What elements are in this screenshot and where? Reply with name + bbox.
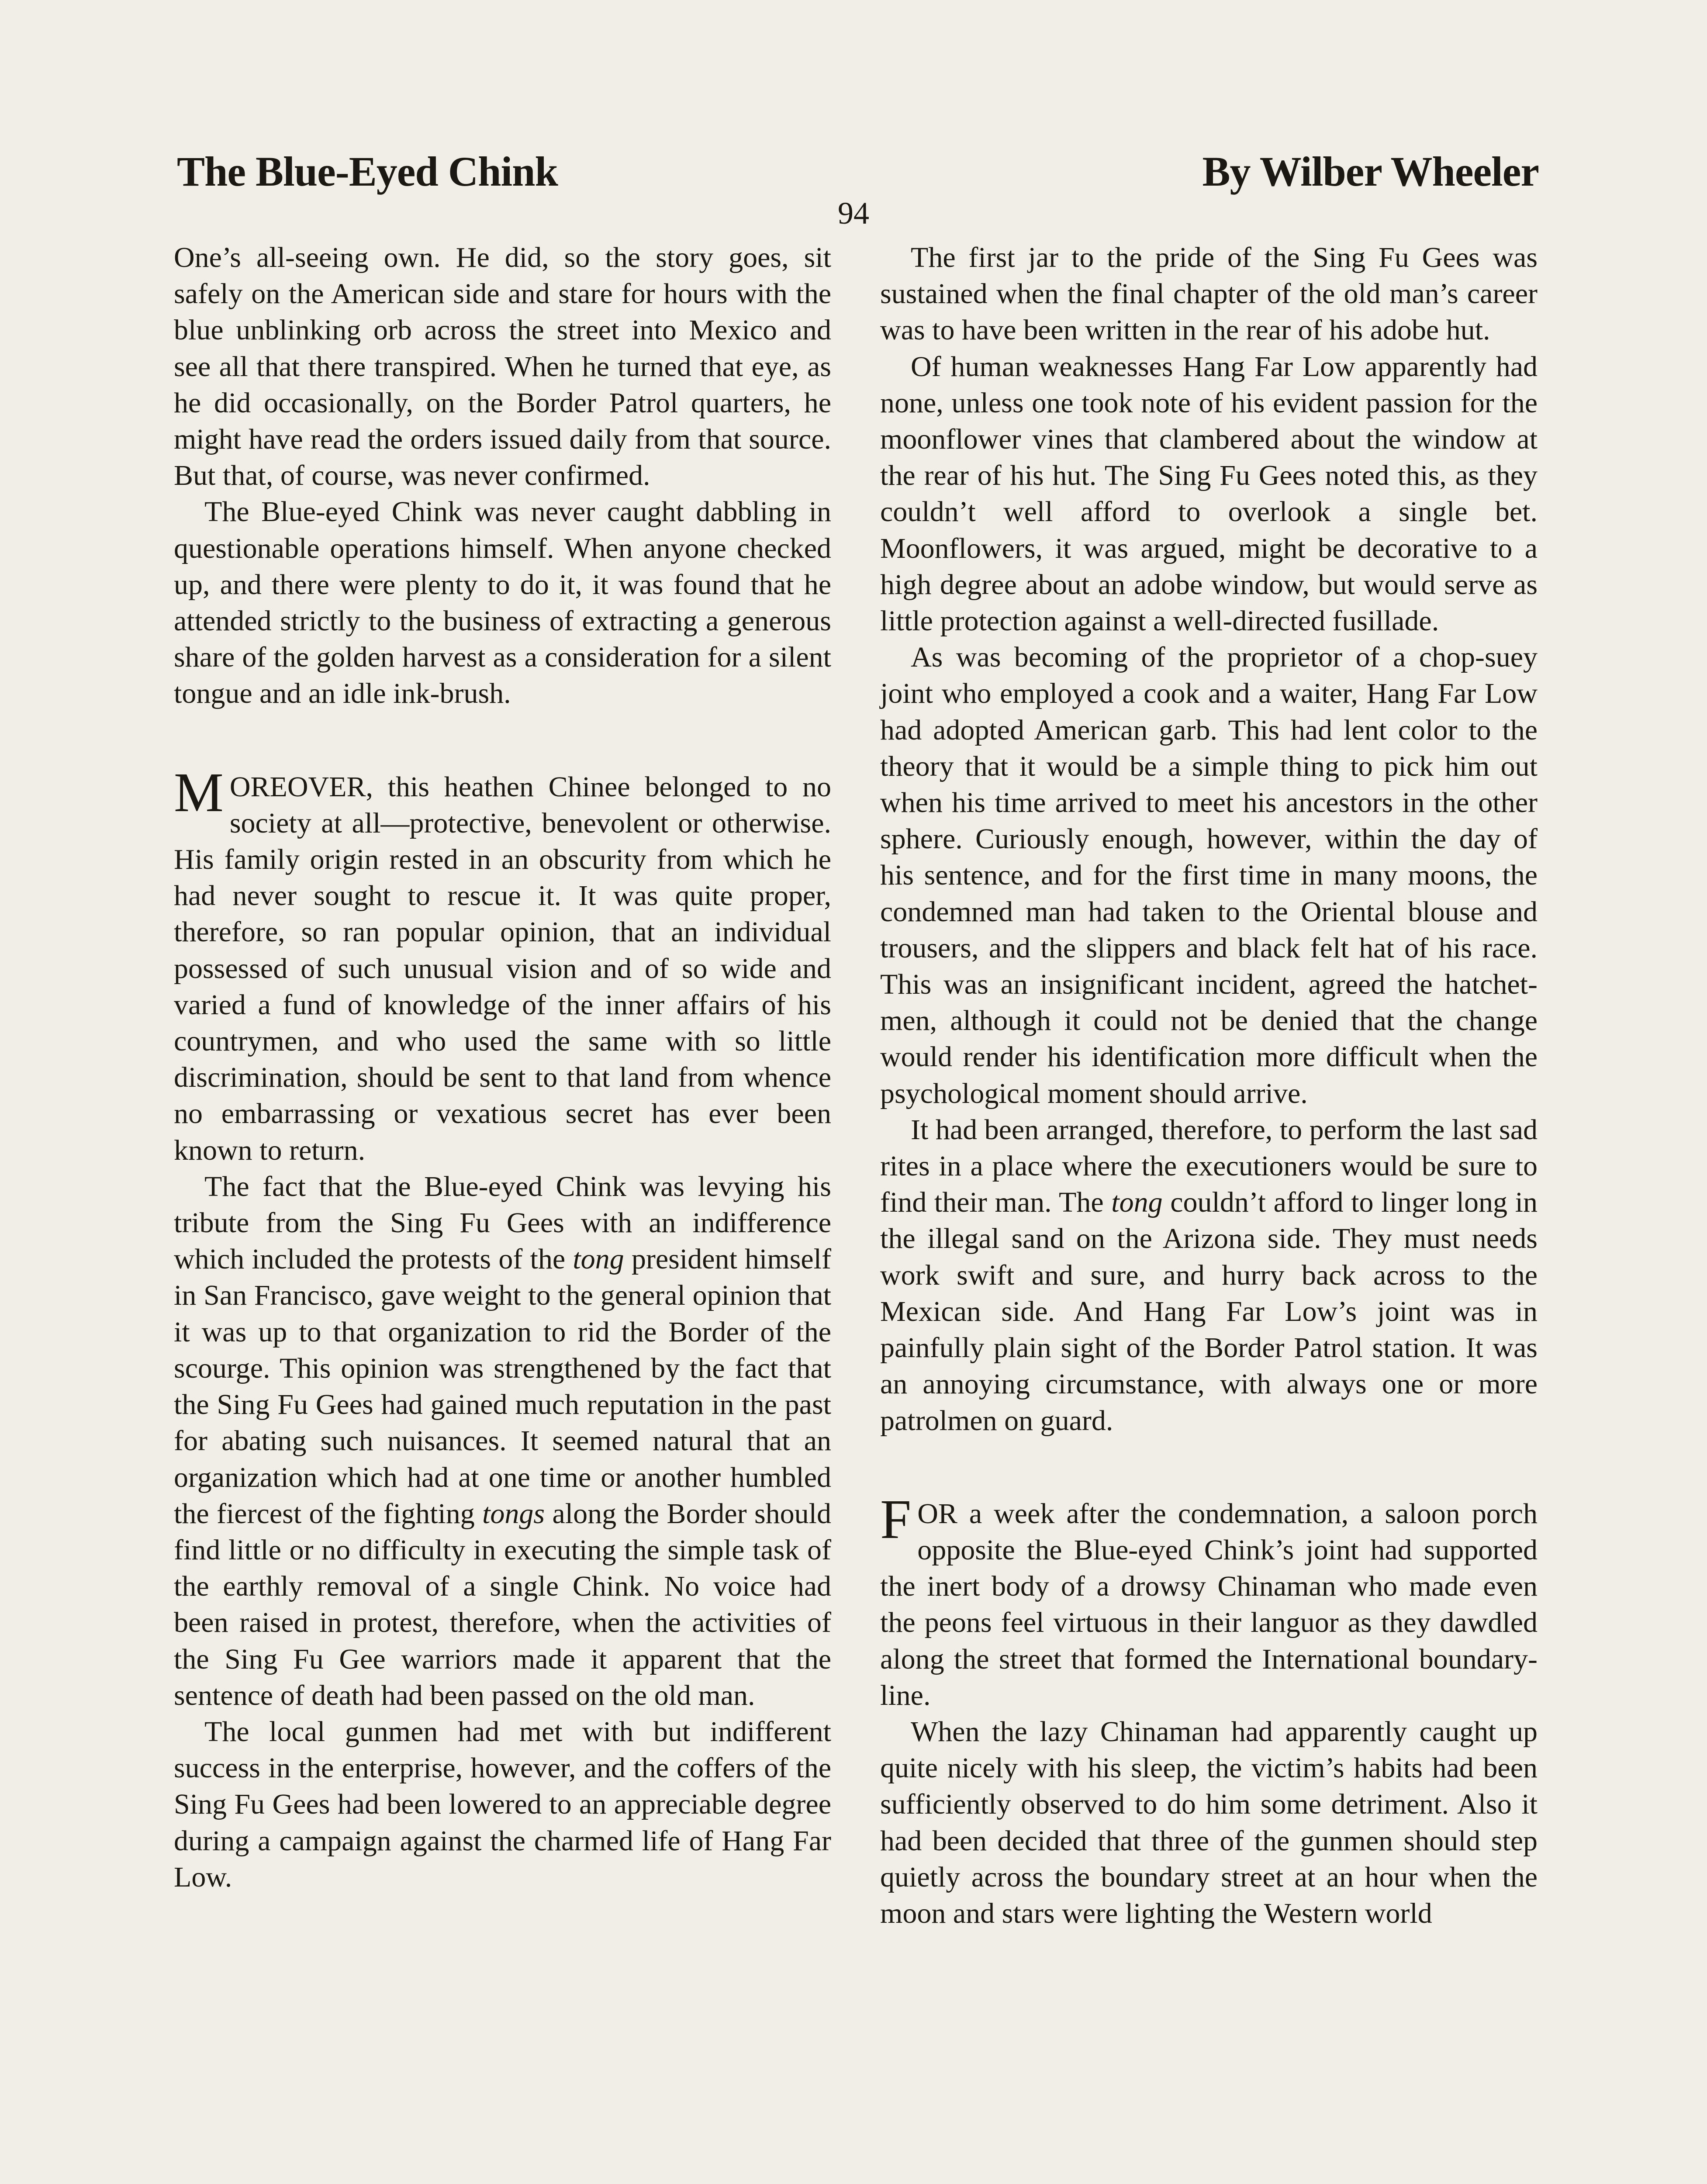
paragraph (174, 1168, 831, 1714)
section-opening-paragraph (174, 761, 831, 1168)
paragraph: The Blue-eyed Chink was never caught dabbling in questionable operations himself. When anyone checked up, and there were plenty to do it, it was found that he attended strictly to the business of extracting a generous share of the golden harvest as a consideration for a silent tongue and an idle ink-brush. (174, 496, 831, 710)
lead-in-caps: OREOVER, (229, 771, 373, 803)
paragraph-text: The fact that the Blue-eyed Chink was levying his tribute from the Sing Fu Gees with an indifference which included the protests of the (174, 1170, 831, 1275)
page-number: 94 (838, 196, 869, 231)
section-opening-paragraph (880, 1488, 1538, 1714)
story-title: The Blue-Eyed Chink (177, 148, 558, 195)
paragraph-text: president himself in San Francisco, gave weight to the general opinion that it was up to that organization to rid the Border of the scourge. This opinion was strengthened by the fact that the Sing Fu Gees had gained much reputation in the past for abating such nuisances. It seemed natural that an organization which had at one time or another humbled the fiercest of the fighting (174, 1243, 831, 1530)
left-text-column (174, 239, 831, 1895)
paragraph: When the lazy Chinaman had apparently caught up quite nicely with his sleep, the victim’s habits had been sufficiently observed to do him some detriment. Also it had been decided that three of the gunmen should step quietly across the boundary street at an hour when the moon and stars were lighting the Western world (880, 1715, 1538, 1929)
paragraph-text: couldn’t afford to linger long in the illegal sand on the Arizona side. They must needs work swift and sure, and hurry back across to the Mexican side. And Hang Far Low’s joint was in painfully plain sight of the Border Patrol station. It was an annoying circumstance, with always one or more patrolmen on guard. (880, 1186, 1538, 1437)
author-byline: By Wilber Wheeler (1202, 148, 1539, 195)
paragraph: As was becoming of the proprietor of a chop-suey joint who employed a cook and a waiter, Hang Far Low had adopted American garb. This had lent color to the theory that it would be a simple thing to pick him out when his time arrived to meet his ancestors in the other sphere. Curiously enough, however, within the day of his sentence, and for the first time in many moons, the condemned man had taken to the Oriental blouse and trousers, and the slippers and black felt hat of his race. This was an insignificant incident, agreed the hatchet-men, although it could not be denied that the change would render his identification more difficult when the psychological moment should arrive. (880, 641, 1538, 1109)
paragraph: Of human weaknesses Hang Far Low apparently had none, unless one took note of his evident passion for the moonflower vines that clambered about the window at the rear of his hut. The Sing Fu Gees noted this, as they couldn’t well afford to overlook a single bet. Moonflowers, it was argued, might be decorative to a high degree about an adobe window, but would serve as little protection against a well-directed fusillade. (880, 350, 1538, 637)
italic-word: tong (573, 1243, 624, 1275)
paragraph-text: along the Border should find little or no difficulty in executing the simple task of the earthly removal of a single Chink. No voice had been raised in protest, therefore, when the activities of the Sing Fu Gee warriors made it apparent that the sentence of death had been passed on the old man. (174, 1497, 831, 1711)
drop-cap: M (174, 761, 224, 823)
paragraph (880, 1112, 1538, 1439)
paragraph: One’s all-seeing own. He did, so the story goes, sit safely on the American side and stare for hours with the blue unblinking orb across the street into Mexico and see all that there transpired. When he turned that eye, as he did occasionally, on the Border Patrol quarters, he might have read the orders issued daily from that source. But that, of course, was never confirmed. (174, 242, 831, 492)
right-text-column (880, 239, 1538, 1932)
paragraph-text: this heathen Chinee belonged to no society at all—protective, benevolent or otherwise. His family origin rested in an obscurity from which he had never sought to rescue it. It was quite proper, therefore, so ran popular opinion, that an individual possessed of such unusual vision and of so wide and varied a fund of knowledge of the inner affairs of his countrymen, and who used the same with so little discrimination, should be sent to that land from whence no embarrassing or vexatious secret has ever been known to return. (174, 771, 831, 1166)
lead-in-caps: OR (917, 1497, 957, 1530)
drop-cap: F (880, 1488, 912, 1550)
paragraph-text: It had been arranged, therefore, to perform the last sad rites in a place where the executioners would be sure to find their man. The (880, 1113, 1538, 1219)
italic-word: tongs (482, 1497, 545, 1530)
paragraph: The local gunmen had met with but indifferent success in the enterprise, however, and the coffers of the Sing Fu Gees had been lowered to an appreciable degree during a campaign against the charmed life of Hang Far Low. (174, 1715, 831, 1893)
paragraph: The first jar to the pride of the Sing Fu Gees was sustained when the final chapter of the old man’s career was to have been written in the rear of his adobe hut. (880, 242, 1538, 346)
paragraph-text: a week after the condemnation, a saloon porch opposite the Blue-eyed Chink’s joint had supported the inert body of a drowsy Chinaman who made even the peons feel virtuous in their languor as they dawdled along the street that formed the International boundary-line. (880, 1497, 1538, 1711)
italic-word: tong (1111, 1186, 1163, 1219)
